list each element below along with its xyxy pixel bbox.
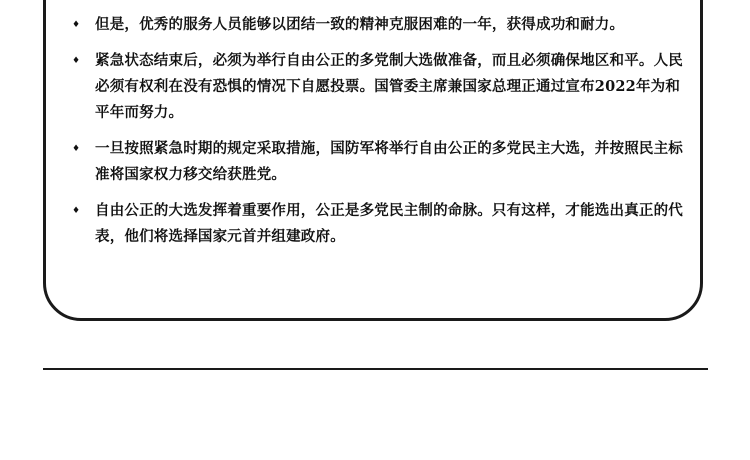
bullet-item — [72, 136, 692, 188]
bullet-item — [72, 48, 692, 126]
bullet-icon: ♦ — [72, 144, 81, 154]
horizontal-divider — [43, 368, 708, 370]
bullet-text: 但是，优秀的服务人员能够以团结一致的精神克服困难的一年，获得成功和耐力。 — [95, 16, 625, 33]
bullet-icon: ♦ — [72, 206, 81, 216]
bullet-list — [72, 12, 692, 260]
bullet-text: 自由公正的大选发挥着重要作用，公正是多党民主制的命脉。只有这样，才能选出真正的代表，他们将选择国家元首并组建政府。 — [95, 202, 683, 245]
bullet-icon: ♦ — [72, 56, 81, 66]
bullet-text: 一旦按照紧急时期的规定采取措施，国防军将举行自由公正的多党民主大选，并按照民主标准将国家权力移交给获胜党。 — [95, 140, 683, 183]
bullet-text: 紧急状态结束后，必须为举行自由公正的多党制大选做准备，而且必须确保地区和平。人民必须有权利在没有恐惧的情况下自愿投票。国管委主席兼国家总理正通过宣布2022年为和平年而努力。 — [95, 52, 683, 121]
bullet-item — [72, 198, 692, 250]
bullet-item — [72, 12, 692, 38]
bullet-icon: ♦ — [72, 20, 81, 30]
